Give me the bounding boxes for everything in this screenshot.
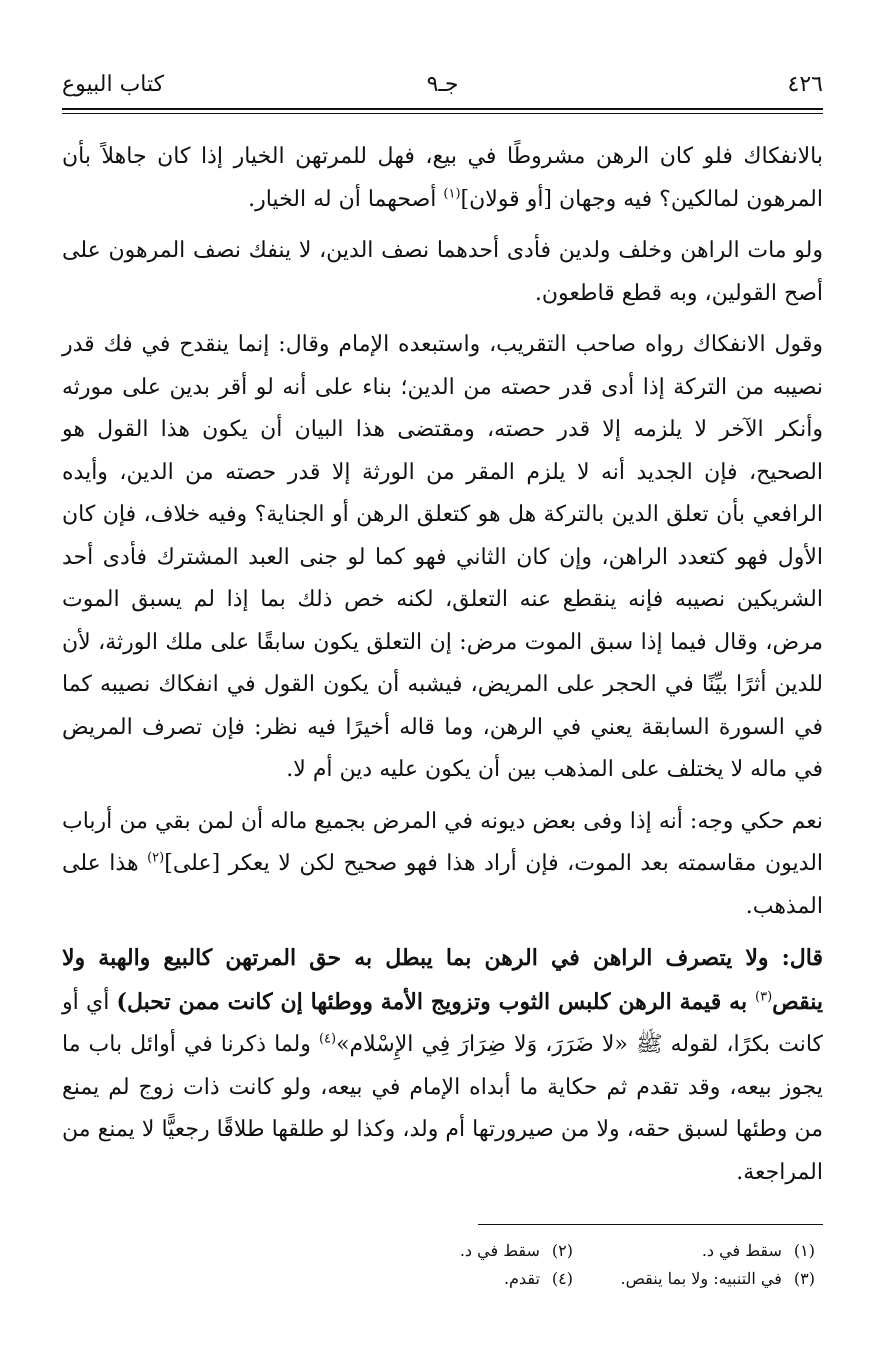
paragraph-4-text: نعم حكي وجه: أنه إذا وفى بعض ديونه في المرض بجميع ماله أن لمن بقي من أرباب الديون مقاسمته بعد الموت، فإن أراد هذا فهو صحيح لكن لا يعكر [على] <box>62 808 824 876</box>
page-number: ٤٢٦ <box>787 72 823 97</box>
footnote-text: في التنبيه: ولا بما ينقص. <box>620 1269 782 1288</box>
paragraph-1 <box>62 136 823 221</box>
commentary-text-2: ولما ذكرنا في أوائل باب ما يجوز بيعه، وقد تقدم ثم حكاية ما أبداه الإمام في بيعه، ولو كانت ذات زوج لم يمنع من وطئها لسبق حقه، ولا من صيرورتها أم ولد، وكذا لو طلقها طلاقًا رجعيًّا لا يمنع من المراجعة. <box>62 1032 823 1185</box>
footnote-2 <box>460 1238 573 1264</box>
main-text <box>62 136 823 1203</box>
paragraph-5 <box>62 937 823 1194</box>
paragraph-2: ولو مات الراهن وخلف ولدين فأدى أحدهما نصف الدين، لا ينفك نصف المرهون على أصح القولين، وبه قطع قاطعون. <box>62 238 823 306</box>
book-title: كتاب البيوع <box>62 72 165 97</box>
footnote-number: (٣) <box>793 1269 815 1288</box>
footnote-3 <box>620 1266 815 1292</box>
footnote-text: تقدم. <box>503 1269 540 1288</box>
paragraph-1-text: بالانفكاك فلو كان الرهن مشروطًا في بيع، فهل للمرتهن الخيار إذا كان جاهلاً بأن المرهون لمالكين؟ فيه وجهان [أو قولان] <box>62 144 823 212</box>
commentary-text-1: أي أو كانت بكرًا، لقوله ﷺ «لا ضَرَرَ، وَلا ضِرَارَ فِي الإِسْلام» <box>62 989 823 1057</box>
footnote-4 <box>504 1266 573 1292</box>
footnote-number: (٢) <box>551 1241 573 1260</box>
header-rule-thin <box>62 113 823 114</box>
paragraph-4 <box>62 801 823 929</box>
footnote-ref-1[interactable]: (١) <box>443 186 461 202</box>
running-header <box>62 72 823 106</box>
footnote-text: سقط في د. <box>701 1241 782 1260</box>
footnote-number: (١) <box>793 1241 815 1260</box>
matn-text-1: قال: ولا يتصرف الراهن في الرهن بما يبطل به حق المرتهن كالبيع والهبة ولا ينقص <box>62 945 823 1015</box>
paragraph-3: وقول الانفكاك رواه صاحب التقريب، واستبعده الإمام وقال: إنما ينقدح في فك قدر نصيبه من التركة إذا أدى قدر حصته من الدين؛ بناء على أنه لو أقر بدين على مورثه وأنكر الآخر لا يلزمه إلا قدر حصته، ومقتضى هذا البيان أن يكون هذا القول هو الصحيح، فإن الجديد أنه لا يلزم المقر من الورثة إلا قدر حصته من الدين، وأيده الرافعي بأن تعلق الدين بالتركة هل هو كتعلق الرهن أو الجناية؟ وفيه خلاف، فإن كان الأول فهو كتعدد الراهن، وإن كان الثاني فهو كما لو جنى العبد المشترك فأدى أحد الشريكين نصيبه فإنه ينقطع عنه التعلق، لكنه خص ذلك بما إذا لم يسبق الموت مرض، وقال فيما إذا سبق الموت مرض: إن التعلق يكون سابقًا على ملك الورثة، لأن للدين أثرًا بيِّنًا في الحجر على المريض، فيشبه أن يكون القول في انفكاك نصيبه كما في السورة السابقة يعني في الرهن، وما قاله أخيرًا فيه نظر: فإن تصرف المريض في ماله لا يختلف على المذهب بين أن يكون عليه دين أم لا. <box>62 332 823 782</box>
footnote-ref-3[interactable]: (٣) <box>755 989 773 1005</box>
footnote-separator <box>478 1224 823 1225</box>
footnote-number: (٤) <box>551 1269 573 1288</box>
footnote-ref-4[interactable]: (٤) <box>318 1031 337 1047</box>
matn-text-2: به قيمة الرهن كلبس الثوب وتزويج الأمة ووطئها إن كانت ممن تحبل) <box>116 988 756 1015</box>
footnote-ref-2[interactable]: (٢) <box>147 850 165 866</box>
footnote-text: سقط في د. <box>459 1241 540 1260</box>
footnote-1 <box>702 1238 815 1264</box>
header-rule-thick <box>62 108 823 110</box>
paragraph-1-text-end: أصحهما أن له الخيار. <box>248 186 444 212</box>
paragraph-4-text-end: هذا على المذهب. <box>62 851 823 919</box>
volume-label: جـ٩ <box>426 72 459 97</box>
